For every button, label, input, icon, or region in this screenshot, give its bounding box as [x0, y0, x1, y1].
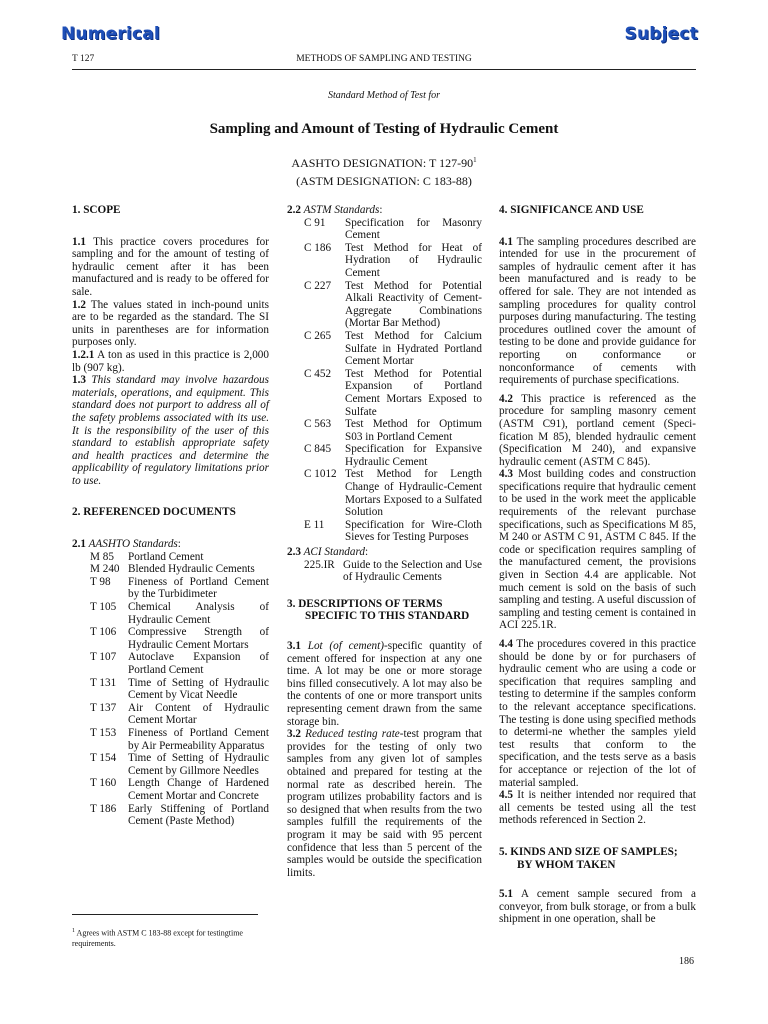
paragraph-4-4 — [499, 638, 696, 789]
paragraph-4-5 — [499, 789, 696, 827]
brand-subject-logo: Subject — [624, 24, 698, 44]
reference-code: C 186 — [304, 241, 332, 254]
reference-code: T 153 — [90, 726, 117, 739]
reference-code: T 106 — [90, 626, 117, 639]
reference-title: Specification for Wire-Cloth Sieves for Testing Purposes — [345, 518, 482, 544]
reference-title: Fineness of Portland Cement by the Turbidimeter — [128, 575, 269, 601]
paragraph-4-1 — [499, 236, 696, 387]
reference-title: Blended Hydraulic Cements — [128, 563, 255, 576]
paragraph-5-1 — [499, 888, 696, 926]
paragraph-text: specific quantity of cement offered for inspection at any one time. A lot may be one or more storage bins filled consecutively. A lot may also be the contents of one or more transport units representing cement drawn from the same storage bin. — [287, 640, 482, 728]
footnote-text: Agrees with ASTM C 183-88 except for testingtime requirements. — [72, 928, 243, 948]
reference-item — [287, 280, 482, 330]
reference-item — [72, 702, 269, 727]
reference-code: C 91 — [304, 216, 326, 229]
paragraph-text: A cement sample secured from a conveyor, from bulk storage, or from a bulk shipment in one operation, shall be — [499, 888, 696, 926]
reference-item — [287, 368, 482, 418]
paragraph-2-1: 2.1 AASHTO Standards: — [72, 538, 181, 551]
reference-title: Test Method for Potential Expansion of Portland Cement Mortars Exposed to Sulfate — [345, 367, 482, 418]
paragraph-number: 1.1 — [72, 235, 86, 248]
header-code: T 127 — [72, 54, 95, 64]
paragraph-text: test program that provides for the testing of only two samples from any given lot of samples obtained and prepared for testing at the normal rate as described herein. The program utilizes probability factors and is so designed that when results from the two samples fulfill the requirements of the program it may be said with 95 percent confidence that less than 5 percent of the samples would be outside the specification limits. — [287, 728, 482, 879]
reference-item — [72, 727, 269, 752]
paragraph-1-2 — [72, 299, 269, 349]
section-heading-terms — [287, 598, 482, 623]
heading-line-1: 3. DESCRIPTIONS OF TERMS — [287, 597, 443, 610]
paragraph-number: 5.1 — [499, 888, 513, 901]
paragraph-4-3 — [499, 468, 696, 632]
reference-item — [287, 217, 482, 242]
reference-code: C 452 — [304, 367, 332, 380]
reference-title: Length Change of Hardened Cement Mortar and Concrete — [128, 777, 269, 802]
reference-code: T 98 — [90, 575, 111, 588]
reference-code: M 240 — [90, 563, 120, 576]
paragraph-label: ACI Standard — [300, 546, 366, 559]
paragraph-1-1 — [72, 236, 269, 299]
reference-item — [287, 519, 482, 544]
reference-title: Early Stiffening of Portland Cement (Paste Method) — [128, 802, 269, 828]
reference-item — [287, 242, 482, 280]
reference-item — [287, 418, 482, 443]
reference-title: Guide to the Selection and Use of Hydraulic Cements — [343, 558, 482, 584]
footnote-mark: 1 — [72, 928, 75, 934]
brand-numerical-logo: Numerical — [61, 24, 160, 44]
paragraph-label: AASHTO Standards — [85, 538, 178, 551]
reference-title: Time of Setting of Hydraulic Cement by Vicat Needle — [128, 676, 269, 702]
reference-code: T 186 — [90, 802, 117, 815]
paragraph-number: 4.5 — [499, 789, 513, 802]
paragraph-label: ASTM Standards — [300, 204, 380, 216]
paragraph-number: 2.3 — [287, 546, 301, 559]
reference-item — [287, 559, 482, 584]
paragraph-3-2 — [287, 728, 482, 879]
term: Lot (of cement)- — [300, 640, 388, 652]
paragraph-text: The procedures covered in this practice should be done by or for purchasers of hydraulic cement who are using a code or specification that requires sampling and testing to determine if the samples conform to the relevant acceptance specifications. The testing is done using specified methods to determi-ne whether the samples yield test results that conform to the specification, and the tests serve as a basis for acceptance or rejection of the lot of material sampled. — [499, 638, 696, 789]
paragraph-text: This standard may involve hazardous materials, operations, and equipment. This standard does not purport to address all of the safety problems associated with its use. It is the responsibility of the user of this standard to establish appropriate safety and health practices and determine the applicability of regulatory limitations prior to use. — [72, 374, 269, 487]
reference-item — [72, 651, 269, 676]
reference-code: E 11 — [304, 518, 325, 531]
column-1 — [72, 204, 269, 828]
reference-title: Specification for Expansive Hydraulic Cement — [345, 443, 482, 468]
paragraph-text: Most building codes and construction specifications require that hydraulic cement to be used in the work meet the applicable requirements of the relevant purchase specifications, such as Specifications M 85, M 240 or ASTM C 91, ASTM C 845. If the code or specification requires sampling of the manufactured cement, the provisions given in Section 4.4 are applicable. Not much cement is sold on the basis of such sampling and testing. A useful discussion of sampling and testing cement is contained in ACI 225.1R. — [499, 468, 696, 632]
reference-code: C 227 — [304, 279, 332, 292]
reference-title: Air Content of Hydraulic Cement Mortar — [128, 701, 269, 727]
reference-code: T 154 — [90, 752, 117, 765]
reference-code: C 563 — [304, 418, 332, 431]
column-2 — [287, 204, 482, 879]
paragraph-4-2 — [499, 393, 696, 469]
paragraph-number: 1.2 — [72, 298, 86, 311]
column-3 — [499, 204, 696, 926]
reference-title: Test Method for Potential Alkali Reactivity of Cement-Aggregate Combinations (Mortar Bar Method) — [345, 279, 482, 330]
reference-code: C 845 — [304, 443, 332, 456]
header-rule — [72, 69, 696, 70]
reference-item — [72, 752, 269, 777]
reference-item — [72, 677, 269, 702]
reference-title: Test Method for Length Change of Hydraulic-Cement Mortars Exposed to a Sulfated Solution — [345, 468, 482, 519]
paragraph-3-1 — [287, 640, 482, 728]
paragraph-number: 1.2.1 — [72, 348, 95, 361]
reference-code: C 265 — [304, 329, 332, 342]
reference-title: Specification for Masonry Cement — [345, 216, 482, 242]
paragraph-number: 3.1 — [287, 640, 301, 652]
footnote-marker: 1 — [473, 156, 477, 164]
paragraph-1-3 — [72, 374, 269, 487]
aci-reference-list — [287, 559, 482, 584]
paragraph-number: 4.2 — [499, 392, 513, 405]
paragraph-text: This practice covers procedures for sampling and for the amount of testing of hydraulic cement after it has been manufactured and is ready to be offered for sale. — [72, 235, 269, 298]
reference-code: T 107 — [90, 651, 117, 664]
reference-title: Autoclave Expansion of Portland Cement — [128, 651, 269, 676]
paragraph-text: This practice is referenced as the procedure for sampling masonry cement (ASTM C91), portland cement (Speci-fication M 85), blended hydraulic cement (Specification M 240), and expansive hydraulic cement (ASTM C 845). — [499, 392, 696, 468]
paragraph-number: 4.1 — [499, 235, 513, 248]
footnote-rule — [72, 914, 258, 915]
reference-item — [72, 626, 269, 651]
reference-title: Portland Cement — [128, 550, 204, 563]
footnote — [72, 926, 272, 949]
paragraph-2-3: 2.3 ACI Standard: — [287, 546, 369, 559]
reference-code: T 105 — [90, 601, 117, 614]
reference-code: T 160 — [90, 777, 117, 790]
paragraph-number: 2.2 — [287, 204, 301, 216]
paragraph-text: It is neither intended nor required that all cements be tested using all the test methods referenced in Section 2. — [499, 789, 696, 827]
header-title: METHODS OF SAMPLING AND TESTING — [296, 54, 472, 64]
aashto-designation — [0, 156, 768, 171]
section-heading-significance: 4. SIGNIFICANCE AND USE — [499, 204, 644, 216]
paragraph-text: The values stated in inch-pound units are to be regarded as the standard. The SI units in parentheses are for information purposes only. — [72, 298, 269, 349]
paragraph-1-2-1 — [72, 349, 269, 374]
reference-title: Test Method for Calcium Sulfate in Hydrated Portland Cement Mortar — [345, 329, 482, 368]
paragraph-2-2: 2.2 ASTM Standards: — [287, 204, 383, 216]
paragraph-number: 4.3 — [499, 468, 513, 481]
reference-title: Fineness of Portland Cement by Air Permeability Apparatus — [128, 726, 269, 752]
reference-code: T 131 — [90, 676, 117, 689]
reference-item — [72, 803, 269, 828]
aashto-reference-list — [72, 551, 269, 828]
reference-title: Chemical Analysis of Hydraulic Cement — [128, 601, 269, 626]
section-heading-kinds-of-samples — [499, 846, 696, 871]
term: Reduced testing rate- — [300, 728, 404, 741]
paragraph-number: 2.1 — [72, 538, 86, 551]
heading-line-2: BY WHOM TAKEN — [517, 858, 616, 871]
section-heading-referenced-documents: 2. REFERENCED DOCUMENTS — [72, 506, 236, 519]
reference-code: M 85 — [90, 550, 114, 563]
reference-code: 225.IR — [304, 558, 335, 571]
reference-title: Time of Setting of Hydraulic Cement by Gillmore Needles — [128, 752, 269, 777]
aashto-designation-text: AASHTO DESIGNATION: T 127-90 — [291, 156, 474, 170]
paragraph-number: 1.3 — [72, 374, 86, 387]
reference-item — [287, 468, 482, 518]
reference-item — [72, 563, 269, 576]
page-number: 186 — [679, 956, 694, 967]
section-heading-scope: 1. SCOPE — [72, 204, 121, 216]
paragraph-text: The sampling procedures described are intended for use in the procurement of samples of hydraulic cement after it has been manufactured and is ready to be offered for sale. They are not intended as sampling procedures for quality control purposes during manufacturing. The testing procedures outlined cover the amount of testing to be done and provide guidance for reporting on conformance or nonconformance of cements with requirements of purchase specifications. — [499, 235, 696, 387]
reference-item — [72, 551, 269, 564]
reference-title: Test Method for Heat of Hydration of Hydraulic Cement — [345, 241, 482, 279]
astm-designation: (ASTM DESIGNATION: C 183-88) — [296, 174, 472, 188]
reference-item — [287, 330, 482, 368]
reference-title: Test Method for Optimum S03 in Portland Cement — [345, 418, 482, 443]
page-title: Sampling and Amount of Testing of Hydraulic Cement — [209, 121, 559, 137]
running-header — [72, 54, 696, 68]
heading-line-2: SPECIFIC TO THIS STANDARD — [305, 610, 470, 623]
reference-code: C 1012 — [304, 468, 337, 481]
reference-item — [72, 576, 269, 601]
reference-code: T 137 — [90, 701, 117, 714]
reference-item — [72, 601, 269, 626]
paragraph-number: 3.2 — [287, 728, 301, 741]
astm-reference-list — [287, 217, 482, 544]
reference-item — [72, 777, 269, 802]
reference-title: Compressive Strength of Hydraulic Cement Mortars — [128, 626, 269, 651]
paragraph-text: A ton as used in this practice is 2,000 lb (907 kg). — [72, 348, 269, 374]
paragraph-number: 4.4 — [499, 638, 513, 650]
standard-label: Standard Method of Test for — [327, 90, 441, 101]
reference-item — [287, 443, 482, 468]
heading-line-1: 5. KINDS AND SIZE OF SAMPLES; — [499, 845, 678, 858]
